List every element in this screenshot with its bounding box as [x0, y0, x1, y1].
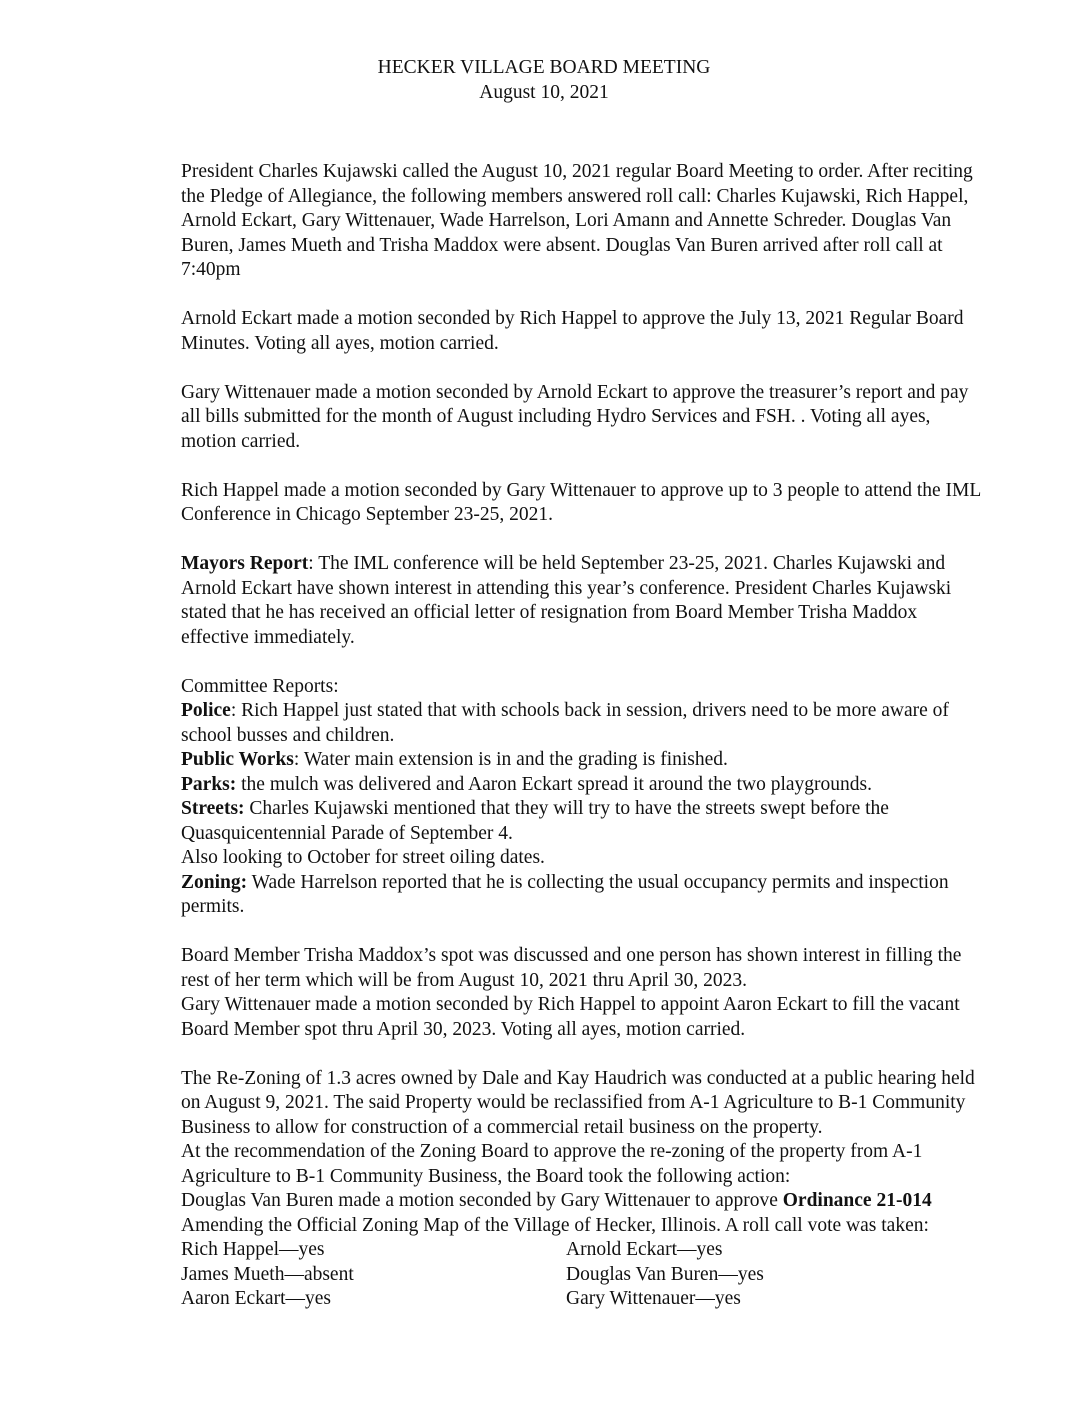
meeting-date: August 10, 2021	[479, 81, 609, 103]
parks-label: Parks:	[181, 773, 237, 795]
roll-call-entry: Douglas Van Buren—yes	[566, 1263, 764, 1285]
document-header	[0, 56, 1088, 105]
rezoning-recommendation: At the recommendation of the Zoning Board to approve the re-zoning of the property from A-1 Agriculture to B-1 Community Business, the Board took the following action:	[181, 1141, 923, 1187]
roll-call-entry: Arnold Eckart—yes	[566, 1239, 723, 1260]
document-title: HECKER VILLAGE BOARD MEETING	[377, 57, 711, 78]
parks-report	[181, 773, 981, 798]
vacancy-motion: Gary Wittenauer made a motion seconded by Rich Happel to appoint Aaron Eckart to fill the vacant Board Member spot thru April 30, 2023. Voting all ayes, motion carried.	[181, 994, 960, 1040]
public-works-label: Public Works	[181, 749, 294, 770]
mayors-report-paragraph	[181, 552, 981, 650]
roll-call-entry: James Mueth—absent	[181, 1263, 354, 1285]
call-to-order-paragraph: President Charles Kujawski called the August 10, 2021 regular Board Meeting to order. After reciting the Pledge of Allegiance, the following members answered roll call: Charles Kujawski, Rich Happel, Arnold Eckart, Gary Wittenauer, Wade Harrelson, Lori Amann and Annette Schreder. Douglas Van Buren, James Mueth and Trisha Maddox were absent. Douglas Van Buren arrived after roll call at 7:40pm	[181, 161, 973, 280]
minutes-motion-paragraph: Arnold Eckart made a motion seconded by Rich Happel to approve the July 13, 2021 Regular Board Minutes. Voting all ayes, motion carried.	[181, 308, 964, 354]
iml-motion-paragraph: Rich Happel made a motion seconded by Gary Wittenauer to approve up to 3 people to attend the IML Conference in Chicago September 23-25, 2021.	[181, 479, 981, 525]
police-text: : Rich Happel just stated that with schools back in session, drivers need to be more aware of school busses and children.	[181, 700, 949, 746]
ordinance-label: Ordinance 21-014	[782, 1190, 932, 1211]
roll-call-entry: Rich Happel—yes	[181, 1239, 325, 1260]
ordinance-motion	[181, 1189, 981, 1238]
ordinance-motion-post: Amending the Official Zoning Map of the Village of Hecker, Illinois. A roll call vote was taken:	[181, 1214, 929, 1236]
roll-call-votes	[181, 1238, 981, 1312]
treasurer-motion-paragraph: Gary Wittenauer made a motion seconded by Arnold Eckart to approve the treasurer’s report and pay all bills submitted for the month of August including Hydro Services and FSH. . Voting all ayes, motion carried.	[181, 381, 969, 452]
streets-extra: Also looking to October for street oiling dates.	[181, 847, 545, 868]
public-works-text: : Water main extension is in and the grading is finished.	[293, 749, 728, 770]
mayors-report-text: : The IML conference will be held September 23-25, 2021. Charles Kujawski and Arnold Eckart have shown interest in attending this year’s conference. President Charles Kujawski stated that he has received an official letter of resignation from Board Member Trisha Maddox effective immediately.	[181, 553, 952, 648]
ordinance-motion-pre: Douglas Van Buren made a motion seconded by Gary Wittenauer to approve	[181, 1190, 783, 1211]
parks-text: the mulch was delivered and Aaron Eckart spread it around the two playgrounds.	[236, 773, 872, 795]
streets-report	[181, 797, 981, 846]
roll-call-entry: Aaron Eckart—yes	[181, 1288, 331, 1309]
rezoning-hearing: The Re-Zoning of 1.3 acres owned by Dale and Kay Haudrich was conducted at a public hearing held on August 9, 2021. The said Property would be reclassified from A-1 Agriculture to B-1 Community Business to allow for construction of a commercial retail business on the property.	[181, 1067, 975, 1138]
mayors-report-label: Mayors Report	[181, 553, 309, 574]
zoning-text: Wade Harrelson reported that he is collecting the usual occupancy permits and inspection permits.	[181, 871, 949, 917]
minutes-body	[181, 160, 981, 1312]
zoning-label: Zoning:	[181, 871, 248, 893]
streets-text: Charles Kujawski mentioned that they will try to have the streets swept before the Quasquicentennial Parade of September 4.	[181, 798, 889, 844]
vacancy-discussion: Board Member Trisha Maddox’s spot was discussed and one person has shown interest in filling the rest of her term which will be from August 10, 2021 thru April 30, 2023.	[181, 945, 962, 991]
public-works-report	[181, 748, 981, 773]
police-report	[181, 699, 981, 748]
committee-reports-heading: Committee Reports:	[181, 675, 339, 697]
zoning-report	[181, 871, 981, 920]
streets-label: Streets:	[181, 798, 245, 819]
police-label: Police	[181, 700, 231, 721]
roll-call-entry: Gary Wittenauer—yes	[566, 1288, 741, 1309]
